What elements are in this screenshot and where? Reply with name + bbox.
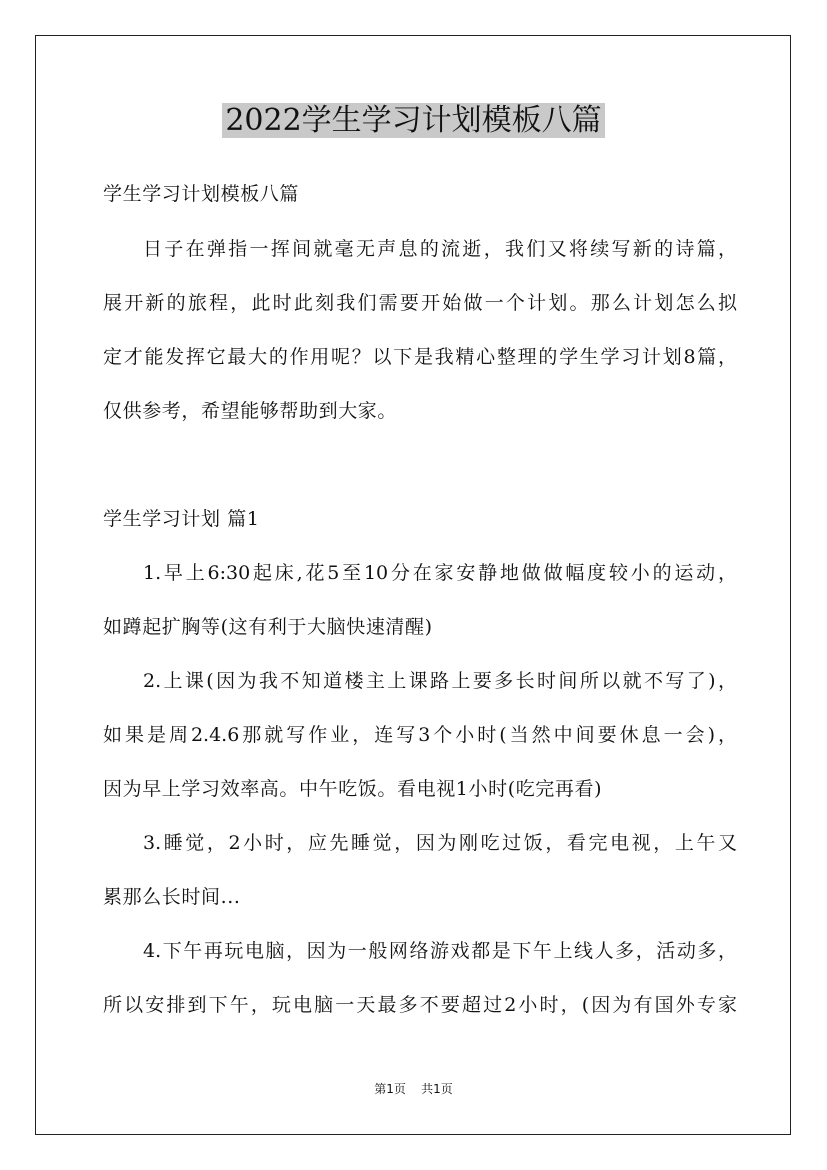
page-footer <box>0 1081 827 1097</box>
paragraph-line: 如蹲起扩胸等(这有利于大脑快速清醒) <box>103 616 433 638</box>
subtitle: 学生学习计划模板八篇 <box>103 183 300 205</box>
title-text: 2022学生学习计划模板八篇 <box>222 103 604 138</box>
paragraph-line: 因为早上学习效率高。中午吃饭。看电视1小时(吃完再看) <box>103 778 603 800</box>
paragraph-line: 所以安排到下午，玩电脑一天最多不要超过2小时，(因为有国外专家 <box>103 994 737 1016</box>
paragraph-line: 定才能发挥它最大的作用呢？以下是我精心整理的学生学习计划8篇， <box>103 346 737 368</box>
paragraph-line: 仅供参考，希望能够帮助到大家。 <box>103 400 398 422</box>
page-number: 第1页 <box>374 1082 406 1096</box>
document-title <box>0 101 827 141</box>
paragraph-line: 3.睡觉，2小时，应先睡觉，因为刚吃过饭，看完电视，上午又 <box>143 832 737 854</box>
paragraph-line: 如果是周2.4.6那就写作业，连写3个小时(当然中间要休息一会)， <box>103 724 737 746</box>
page-total: 共1页 <box>421 1082 453 1096</box>
paragraph-line: 4.下午再玩电脑，因为一般网络游戏都是下午上线人多，活动多， <box>143 940 737 962</box>
section-heading: 学生学习计划 篇1 <box>103 508 260 530</box>
paragraph-line: 2.上课(因为我不知道楼主上课路上要多长时间所以就不写了)， <box>143 670 737 692</box>
paragraph-line: 累那么长时间... <box>103 886 241 908</box>
paragraph-line: 日子在弹指一挥间就毫无声息的流逝，我们又将续写新的诗篇， <box>143 238 737 260</box>
paragraph-line: 1.早上6:30起床,花5至10分在家安静地做做幅度较小的运动， <box>143 562 737 584</box>
paragraph-line: 展开新的旅程，此时此刻我们需要开始做一个计划。那么计划怎么拟 <box>103 292 737 314</box>
